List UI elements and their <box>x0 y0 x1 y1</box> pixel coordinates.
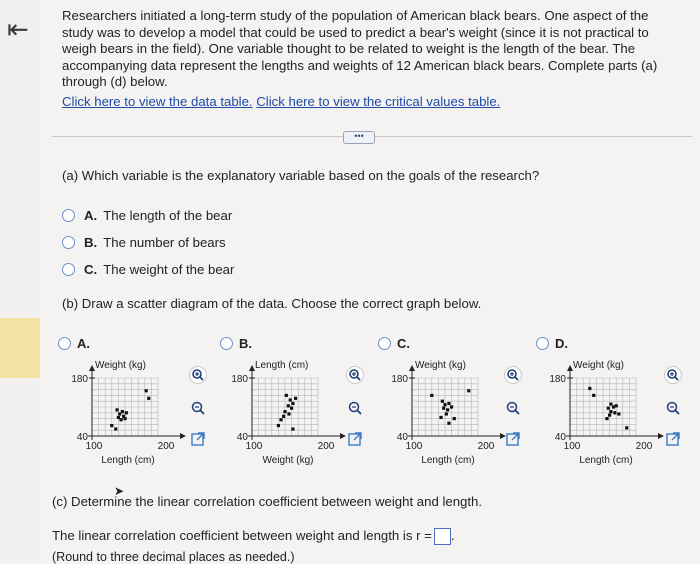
part-a-option-a[interactable]: A. The length of the bear <box>62 208 232 223</box>
x-axis-label: Weight (kg) <box>262 455 314 466</box>
x-tick-label: 200 <box>477 441 495 452</box>
rounding-note: (Round to three decimal places as needed.) <box>52 550 295 564</box>
data-table-link[interactable]: Click here to view the data table. <box>62 94 253 109</box>
radio-button[interactable] <box>536 337 549 350</box>
x-tick-label: 200 <box>635 441 653 452</box>
data-point <box>467 389 470 392</box>
data-point <box>114 427 117 430</box>
popout-icon[interactable] <box>504 430 522 448</box>
y-tick-label: 180 <box>549 374 566 385</box>
zoom-out-icon[interactable] <box>189 399 207 417</box>
data-point <box>442 407 445 410</box>
data-point <box>609 403 612 406</box>
part-c-answer-line: The linear correlation coefficient between weight and length is r = . <box>52 528 455 545</box>
zoom-in-icon[interactable] <box>189 366 207 384</box>
radio-button[interactable] <box>378 337 391 350</box>
data-point <box>446 408 449 411</box>
popout-icon[interactable] <box>346 430 364 448</box>
x-axis-label: Length (cm) <box>579 455 633 466</box>
data-point <box>145 389 148 392</box>
x-axis-label: Length (cm) <box>421 455 475 466</box>
left-strip <box>0 0 40 561</box>
problem-statement: Researchers initiated a long-term study of the population of American black bears. One aspect of the study was to develop a model that could be used to predict a bear's weight (since it is not practical to weigh bears in the field). One variable thought to be related to weight is the length of the bear. The accompanying data represent the lengths and weights of 12 American black bears. Complete parts (a) through (d) below. <box>62 8 658 90</box>
zoom-out-icon[interactable] <box>346 399 364 417</box>
radio-button[interactable] <box>62 236 75 249</box>
data-point <box>445 412 448 415</box>
y-axis-label: Length (cm) <box>255 360 309 371</box>
x-axis-label: Length (cm) <box>101 455 155 466</box>
mouse-cursor-icon: ➤ <box>114 484 125 498</box>
x-tick-label: 100 <box>405 441 423 452</box>
resource-links <box>62 94 500 109</box>
popout-icon[interactable] <box>189 430 207 448</box>
data-point <box>617 412 620 415</box>
part-a-option-c[interactable]: C. The weight of the bear <box>62 262 234 277</box>
data-point <box>613 411 616 414</box>
data-point <box>588 387 591 390</box>
x-tick-label: 100 <box>85 441 103 452</box>
x-tick-label: 100 <box>245 441 263 452</box>
x-tick-label: 100 <box>563 441 581 452</box>
graph-option-d[interactable]: D. <box>536 336 568 351</box>
data-point <box>277 424 280 427</box>
y-axis-label: Weight (kg) <box>573 360 624 371</box>
data-point <box>592 394 595 397</box>
zoom-out-icon[interactable] <box>504 399 522 417</box>
critical-values-link[interactable]: Click here to view the critical values table. <box>256 94 501 109</box>
data-point <box>609 410 612 413</box>
radio-button[interactable] <box>220 337 233 350</box>
data-point <box>439 416 442 419</box>
data-point <box>291 402 294 405</box>
data-point <box>123 417 126 420</box>
radio-button[interactable] <box>62 263 75 276</box>
data-point <box>125 411 128 414</box>
data-point <box>285 394 288 397</box>
r-answer-input[interactable] <box>434 528 451 545</box>
y-tick-label: 40 <box>554 432 566 443</box>
data-point <box>450 405 453 408</box>
data-point <box>119 418 122 421</box>
y-tick-label: 180 <box>231 374 248 385</box>
graph-option-c[interactable]: C. <box>378 336 410 351</box>
y-axis-label: Weight (kg) <box>95 360 146 371</box>
data-point <box>441 400 444 403</box>
y-axis-label: Weight (kg) <box>415 360 466 371</box>
data-point <box>447 422 450 425</box>
data-point <box>608 414 611 417</box>
data-point <box>443 403 446 406</box>
data-point <box>147 397 150 400</box>
data-point <box>289 398 292 401</box>
data-point <box>615 404 618 407</box>
graph-option-b[interactable]: B. <box>220 336 252 351</box>
part-c-question: (c) Determine the linear correlation coefficient between weight and length. <box>52 494 483 509</box>
answer-prefix: The linear correlation coefficient between weight and length is r = <box>52 528 432 543</box>
data-point <box>294 397 297 400</box>
data-point <box>453 417 456 420</box>
y-tick-label: 180 <box>71 374 88 385</box>
zoom-out-icon[interactable] <box>664 399 682 417</box>
part-b-question: (b) Draw a scatter diagram of the data. Choose the correct graph below. <box>62 296 482 311</box>
radio-button[interactable] <box>58 337 71 350</box>
y-tick-label: 180 <box>391 374 408 385</box>
data-point <box>110 424 113 427</box>
data-point <box>291 427 294 430</box>
y-tick-label: 40 <box>76 432 88 443</box>
data-point <box>279 418 282 421</box>
data-point <box>607 407 610 410</box>
back-arrow-icon[interactable]: ⇤ <box>7 14 29 44</box>
data-point <box>625 426 628 429</box>
y-tick-label: 40 <box>236 432 248 443</box>
expand-more-button[interactable]: ••• <box>343 131 375 144</box>
zoom-in-icon[interactable] <box>504 366 522 384</box>
part-a-option-b[interactable]: B. The number of bears <box>62 235 226 250</box>
data-point <box>283 410 286 413</box>
popout-icon[interactable] <box>664 430 682 448</box>
data-point <box>287 412 290 415</box>
x-tick-label: 200 <box>157 441 175 452</box>
x-axis-arrow <box>180 433 186 439</box>
x-tick-label: 200 <box>317 441 335 452</box>
data-point <box>287 404 290 407</box>
radio-button[interactable] <box>62 209 75 222</box>
zoom-in-icon[interactable] <box>664 366 682 384</box>
scatter-plot-d <box>538 358 668 473</box>
scatter-plot-a <box>60 358 190 473</box>
data-point <box>282 415 285 418</box>
data-point <box>290 407 293 410</box>
data-point <box>447 402 450 405</box>
active-question-marker <box>0 318 40 378</box>
data-point <box>430 394 433 397</box>
data-point <box>121 410 124 413</box>
data-point <box>605 417 608 420</box>
data-point <box>115 408 118 411</box>
part-a-question: (a) Which variable is the explanatory variable based on the goals of the research? <box>62 168 540 183</box>
zoom-in-icon[interactable] <box>346 366 364 384</box>
graph-option-a[interactable]: A. <box>58 336 90 351</box>
scatter-plot-b <box>220 358 350 473</box>
y-tick-label: 40 <box>396 432 408 443</box>
scatter-plot-c <box>380 358 510 473</box>
